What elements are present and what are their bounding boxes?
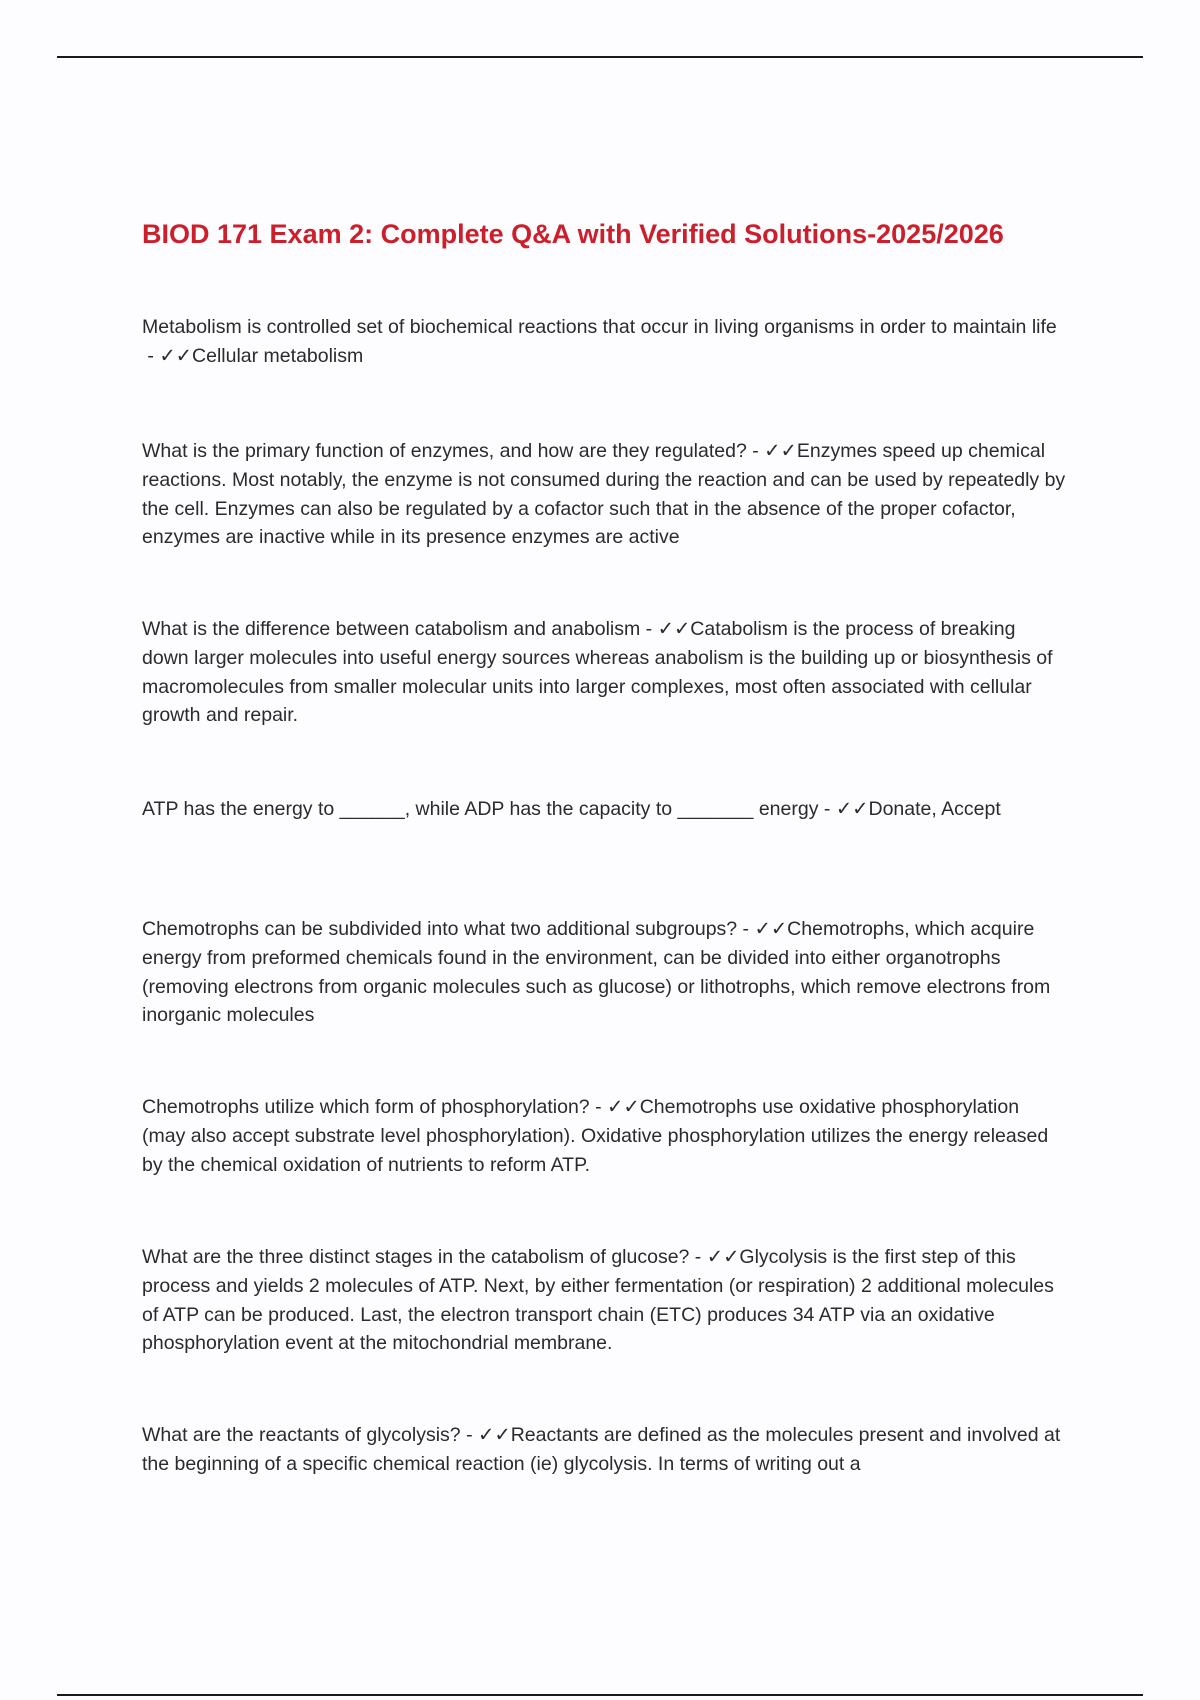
separator: - bbox=[737, 918, 755, 940]
separator: - bbox=[640, 618, 658, 640]
question-text: ATP has the energy to ______, while ADP has the capacity to _______ energy bbox=[142, 798, 819, 820]
bottom-rule bbox=[57, 1694, 1143, 1696]
qa-item-8 bbox=[142, 1421, 1067, 1479]
qa-item-2 bbox=[142, 437, 1067, 552]
qa-item-4 bbox=[142, 795, 1067, 824]
answer-text: Chemotrophs use oxidative phosphorylation (may also accept substrate level phosphorylation). Oxidative phosphorylation utilizes the energy released by the chemical oxidation of nutrients to reform ATP. bbox=[142, 1096, 1049, 1176]
double-check-icon: ✓✓ bbox=[835, 798, 869, 820]
answer-text: Reactants are defined as the molecules present and involved at the beginning of a specific chemical reaction (ie) glycolysis. In terms of writing out a bbox=[142, 1424, 1061, 1475]
double-check-icon: ✓✓ bbox=[754, 918, 788, 940]
separator: - bbox=[818, 798, 836, 820]
separator: - bbox=[746, 440, 765, 462]
qa-item-7 bbox=[142, 1243, 1067, 1358]
separator: - bbox=[460, 1424, 478, 1446]
answer-text: Glycolysis is the first step of this process and yields 2 molecules of ATP. Next, by either fermentation (or respiration) 2 additional molecules of ATP can be produced. Last, the electron transport chain (ETC) produces 34 ATP via an oxidative phosphorylation event at the mitochondrial membrane. bbox=[142, 1246, 1054, 1355]
question-text: Chemotrophs utilize which form of phosphorylation? bbox=[142, 1096, 590, 1118]
question-text: What is the primary function of enzymes, and how are they regulated? bbox=[142, 440, 747, 462]
question-text: What are the three distinct stages in the catabolism of glucose? bbox=[142, 1246, 690, 1268]
question-text: What are the reactants of glycolysis? bbox=[142, 1424, 461, 1446]
answer-text: Donate, Accept bbox=[868, 798, 1001, 820]
qa-item-6 bbox=[142, 1093, 1067, 1179]
double-check-icon: ✓✓ bbox=[657, 618, 691, 640]
double-check-icon: ✓✓ bbox=[706, 1246, 740, 1268]
double-check-icon: ✓✓ bbox=[764, 440, 797, 462]
separator: - bbox=[589, 1096, 607, 1118]
answer-text: Enzymes speed up chemical reactions. Most notably, the enzyme is not consumed during the reaction and can be used by repeatedly by the cell. Enzymes can also be regulated by a cofactor such that in the absence of the proper cofactor, enzymes are inactive while in its presence enzymes are active bbox=[142, 440, 1066, 549]
answer-text: Chemotrophs, which acquire energy from preformed chemicals found in the environment, can be divided into either organotrophs (removing electrons from organic molecules such as glucose) or lithotrophs, which remove electrons from inorganic molecules bbox=[142, 918, 1051, 1027]
top-rule bbox=[57, 56, 1143, 58]
answer-text: Catabolism is the process of breaking down larger molecules into useful energy sources whereas anabolism is the building up or biosynthesis of macromolecules from smaller molecular units into larger complexes, most often associated with cellular growth and repair. bbox=[142, 618, 1053, 727]
answer-text: Cellular metabolism bbox=[192, 344, 364, 367]
double-check-icon: ✓✓ bbox=[159, 344, 193, 367]
separator: - bbox=[689, 1246, 707, 1268]
document-title: BIOD 171 Exam 2: Complete Q&A with Verified Solutions-2025/2026 bbox=[142, 219, 1004, 249]
qa-item-1 bbox=[142, 313, 1067, 371]
question-text: Chemotrophs can be subdivided into what two additional subgroups? bbox=[142, 918, 738, 940]
qa-item-5 bbox=[142, 915, 1067, 1030]
qa-item-3 bbox=[142, 615, 1067, 730]
question-text: What is the difference between catabolism and anabolism bbox=[142, 618, 641, 640]
separator: - bbox=[142, 344, 160, 367]
double-check-icon: ✓✓ bbox=[607, 1096, 640, 1118]
double-check-icon: ✓✓ bbox=[478, 1424, 511, 1446]
question-text: Metabolism is controlled set of biochemical reactions that occur in living organisms in order to maintain life bbox=[142, 316, 1057, 338]
